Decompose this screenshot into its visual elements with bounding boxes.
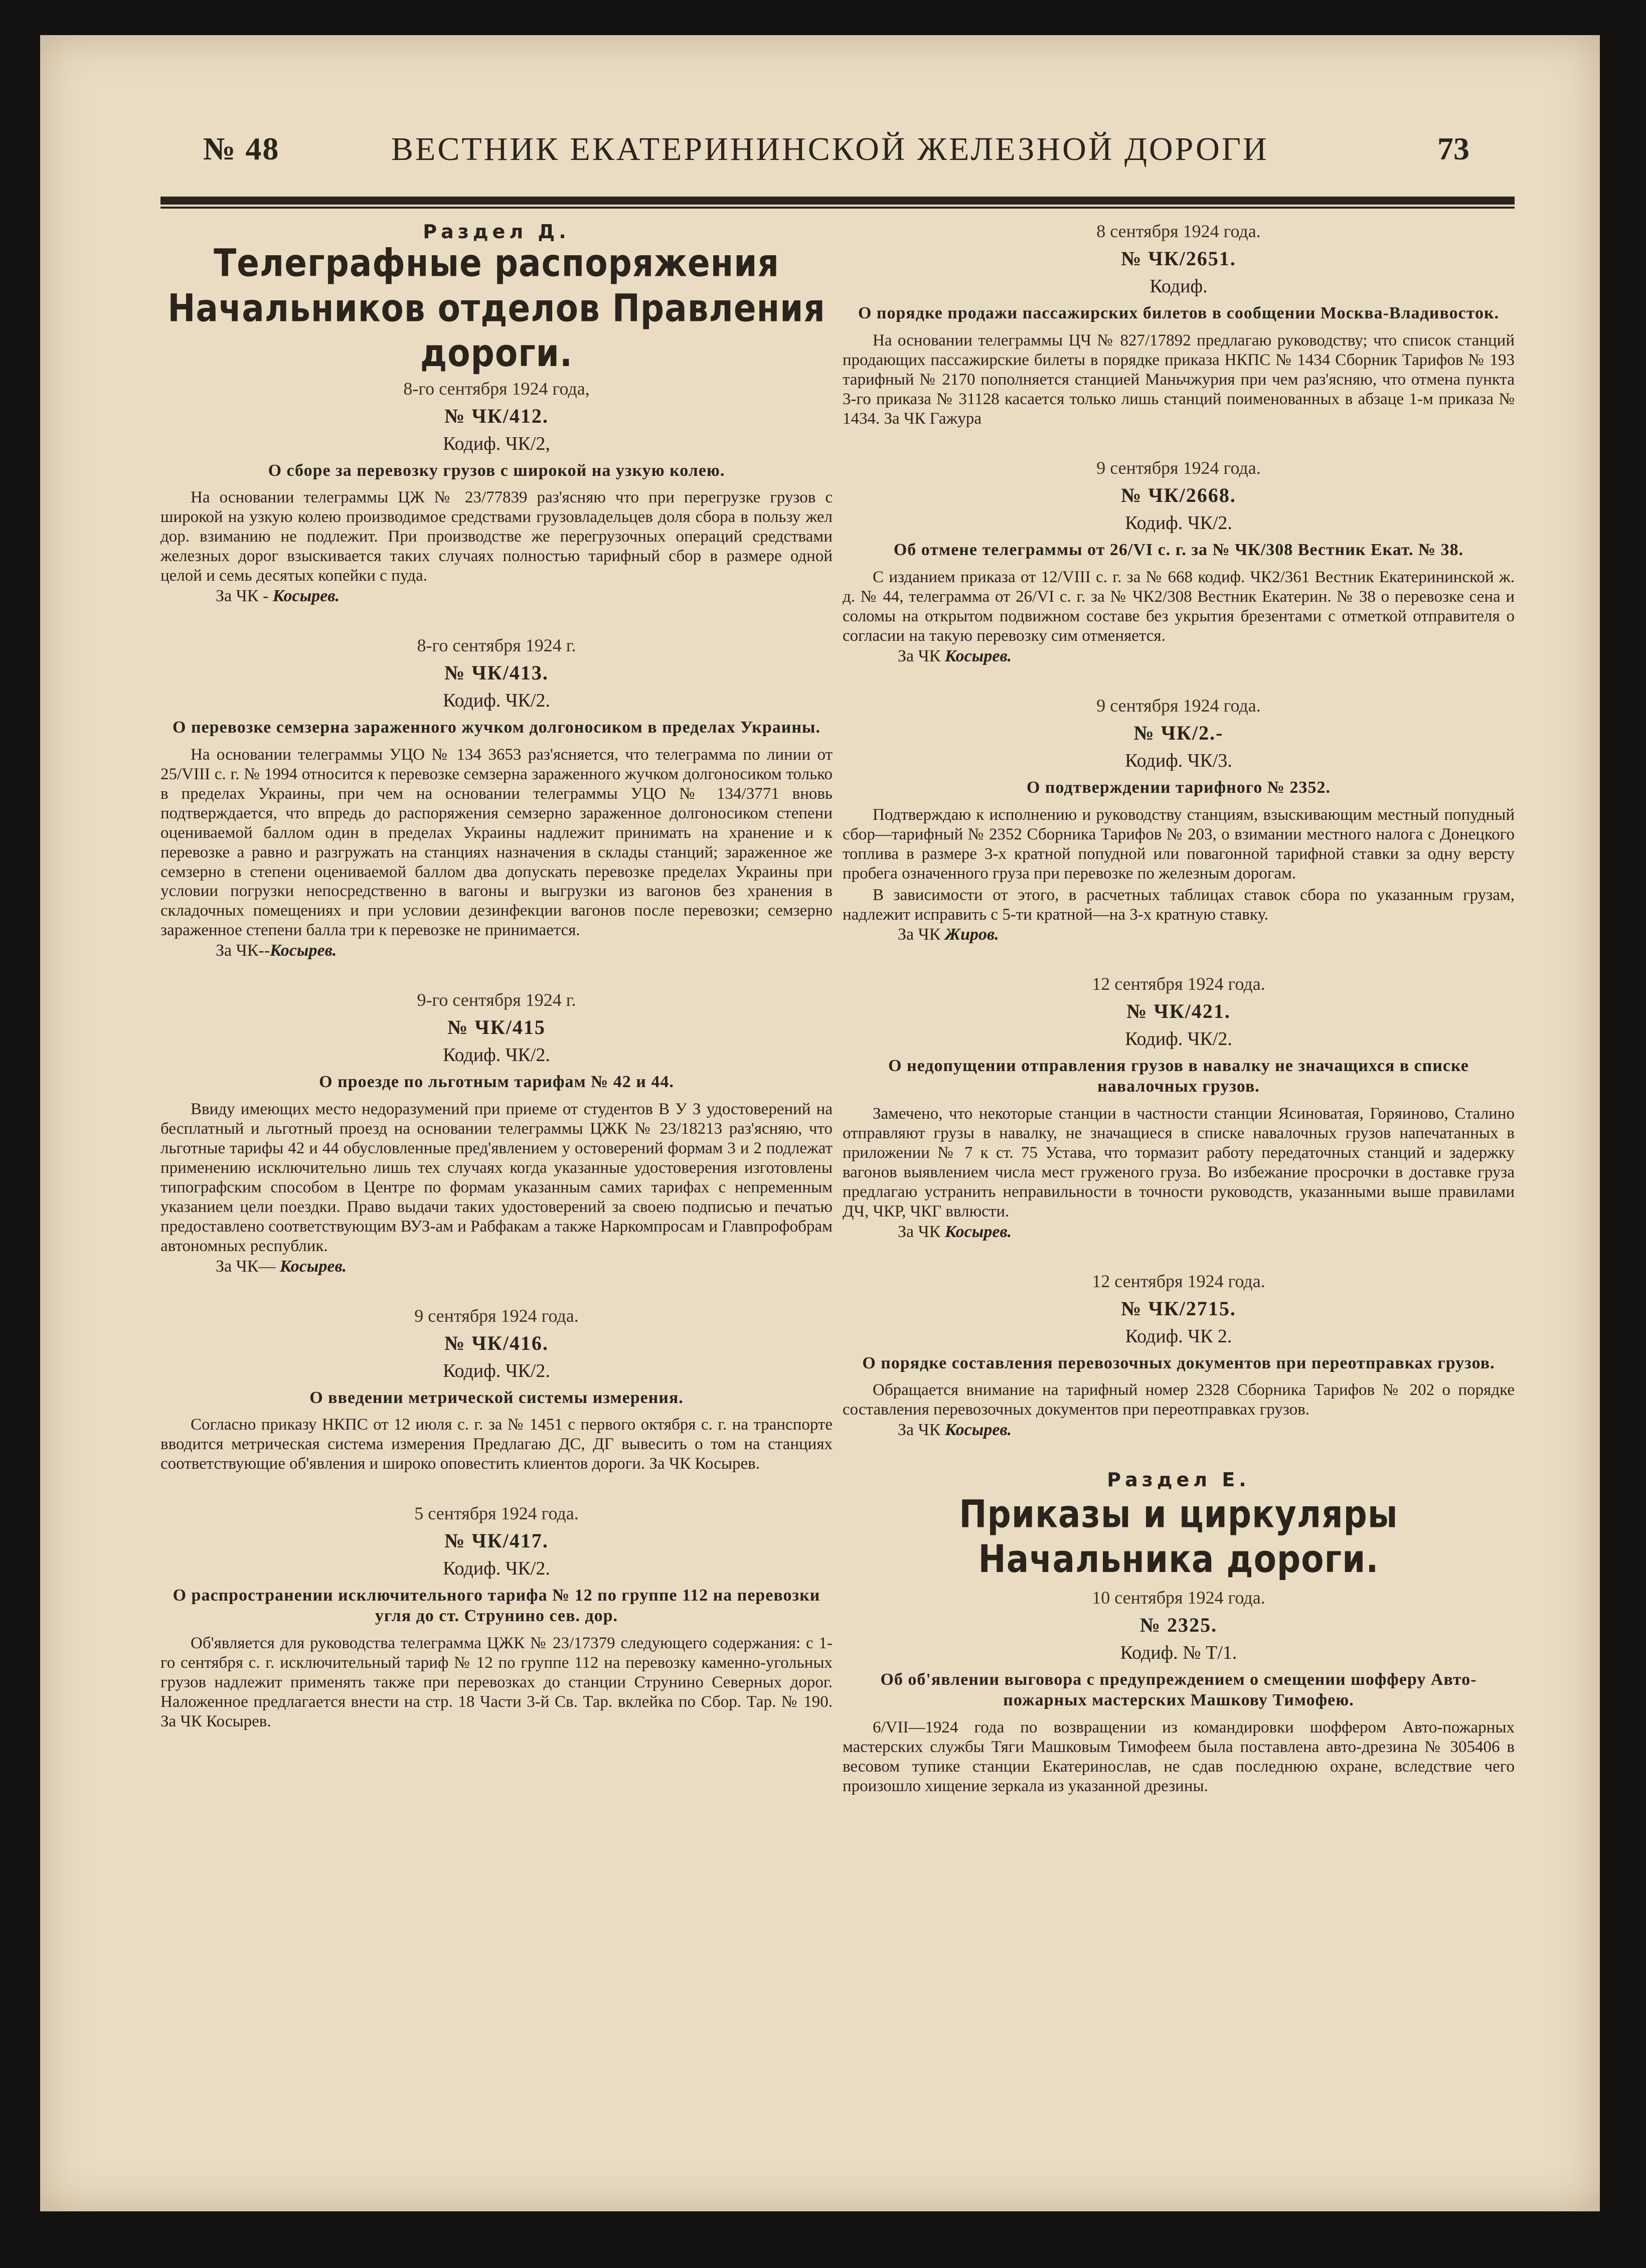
order-kodif: Кодиф. ЧК/2. bbox=[443, 1558, 550, 1580]
signature-name: Косырев. bbox=[272, 587, 340, 606]
left-column bbox=[160, 221, 833, 1760]
order-body: С изданием приказа от 12/VIII с. г. за № 668 кодиф. ЧК2/361 Вестник Екатерининской ж. д. № 44, телеграмма от 26/VI с. г. за № ЧК2/308 Вестник Екатерин. № 38 о перевозке сена и соломы на открытом подвижном составе без укрытия брезентами с отметкой отправителя о согласии на такую перевозку сим отменяется. bbox=[843, 568, 1515, 645]
right-column bbox=[843, 221, 1515, 1825]
signature-name: Косырев. bbox=[279, 1257, 347, 1276]
order-chk-412 bbox=[160, 378, 833, 606]
order-signature bbox=[898, 647, 1515, 666]
order-body: Ввиду имеющих место недоразумений при приеме от студентов В У З удостоверений на бесплатный и льготный проезд на основании телеграммы ЦЖК № 23/18213 раз'ясняю, что льготные тарифы 42 и 44 обусловленные пред'явлением у остоверений формам 3 и 2 подлежат применению исключительно лишь тех случаях когда указанные удостоверения изготовлены типографским способом в Центре по формам указанным самих тарифах с непременным указанием цели поездки. Право выдачи таких удостоверений за своею подписью и печатью предоставлено соответствующим ВУЗ-ам и Рабфакам а также Наркомпросам и Главпрофобрам автономных республик. bbox=[160, 1100, 833, 1255]
order-body: На основании телеграммы ЦЖ № 23/77839 раз'ясняю что при перегрузке грузов с широкой на узкую колею производимое средствами грузовладельцев доля сбора в пользу жел дор. взиманию не подлежит. При производстве же перегрузочных операций средствами железных дорог взыскивается таких случаях полностью тарифный сбор в размере одной целой и семь десятых копейки с пуда. bbox=[160, 488, 833, 585]
signature-name: Косырев. bbox=[270, 941, 337, 960]
order-body: Обращается внимание на тарифный номер 2328 Сборника Тарифов № 202 о порядке составления перевозочных документов при переотправках грузов. bbox=[843, 1381, 1515, 1419]
signature-name: Косырев. bbox=[944, 1421, 1012, 1440]
page-number: 73 bbox=[1437, 131, 1469, 166]
order-number: № ЧК/2.- bbox=[1133, 722, 1224, 745]
section-title-e: Приказы и циркуляры Начальника дороги. bbox=[959, 1492, 1398, 1582]
signature-name: Косырев. bbox=[944, 647, 1012, 666]
order-date: 8-го сентября 1924 года, bbox=[403, 378, 590, 399]
order-date: 10 сентября 1924 года. bbox=[1092, 1588, 1265, 1608]
signature-name: Косырев. bbox=[944, 1222, 1012, 1241]
order-kodif: Кодиф. ЧК/2. bbox=[443, 1360, 550, 1381]
order-body: На основании телеграммы ЦЧ № 827/17892 предлагаю руководству; что список станций продающих пассажирские билеты в порядке приказа НКПС № 1434 Сборник Тарифов № 193 тарифный № 2170 пополняется станцией Маньчжурия при чем раз'ясняю, что отмена пункта 3-го приказа № 31128 касается только лишь станций поименованных в абзаце 1-м приказа № 1434. За ЧК Гажура bbox=[843, 331, 1515, 428]
order-number: № ЧК/417. bbox=[444, 1529, 549, 1552]
signature-prefix: За ЧК bbox=[898, 1421, 941, 1440]
section-label-e: Раздел Е. bbox=[1107, 1469, 1250, 1491]
order-date: 9 сентября 1924 года. bbox=[1096, 458, 1261, 478]
order-subject: О порядке продажи пассажирских билетов в сообщении Москва-Владивосток. bbox=[858, 304, 1500, 322]
order-kodif: Кодиф. ЧК/3. bbox=[1125, 750, 1232, 772]
order-signature bbox=[898, 925, 1515, 944]
order-subject: Об об'явлении выговора с предупреждением о смещении шофферу Авто-пожарных мастерских Машкову Тимофею. bbox=[880, 1670, 1477, 1709]
order-signature bbox=[216, 1257, 833, 1276]
order-kodif: Кодиф. bbox=[1149, 276, 1208, 297]
header-rule-thin bbox=[160, 207, 1515, 209]
signature-name: Жиров. bbox=[944, 925, 999, 944]
order-body: 6/VII—1924 года по возвращении из командировки шоффером Авто-пожарных мастерских службы Тяги Машковым Тимофеем была поставлена авто-дрезина № 305406 в весовом тупике станции Екатеринослав, не сдав последнюю охране, вследствие чего произошло хищение зеркала из указанной дрезины. bbox=[843, 1718, 1515, 1795]
order-subject: О введении метрической системы измерения. bbox=[309, 1388, 684, 1407]
order-number: № ЧК/2668. bbox=[1121, 484, 1236, 507]
order-date: 12 сентября 1924 года. bbox=[1092, 1271, 1265, 1291]
order-signature bbox=[898, 1223, 1515, 1242]
order-signature bbox=[216, 587, 833, 606]
order-number: № ЧК/416. bbox=[444, 1331, 549, 1354]
order-kodif: Кодиф. ЧК 2. bbox=[1125, 1325, 1232, 1347]
order-date: 9 сентября 1924 года. bbox=[414, 1305, 579, 1326]
order-body: Замечено, что некоторые станции в частности станции Ясиноватая, Горяиново, Сталино отправляют грузы в навалку, не значащиеся в списке навалочных грузов напечатанных в приложении № 7 к ст. 75 Устава, что тормазит работу передаточных станций и задержку вагонов выявлением числа мест груженого груза. Во избежание просрочки в доставке груза предлагаю устранить неправильности в точности руководств, указанными выше правилами ДЧ, ЧКР, ЧКГ ввлюсти. bbox=[843, 1105, 1515, 1220]
section-title-d: Телеграфные распоряжения Начальников отделов Правления дороги. bbox=[168, 241, 826, 376]
signature-prefix: За ЧК— bbox=[216, 1257, 276, 1276]
order-date: 9 сентября 1924 года. bbox=[1096, 695, 1261, 716]
signature-prefix: За ЧК bbox=[898, 1222, 941, 1241]
order-kodif: Кодиф. № Т/1. bbox=[1120, 1642, 1237, 1664]
order-body: На основании телеграммы УЦО № 134 3653 раз'ясняется, что телеграмма по линии от 25/VIII с. г. № 1994 относится к перевозке семзерна зараженного жучком долгоносиком только в пределах Украины, при чем на основании телеграммы УЦО № 134/3771 вновь подтверждается, что впредь до распоряжения семзерно зараженное долгоносиком степени оцениваемой баллом один в пределах Украины надлежит принимать на хранение и к перевозке а равно и разгружать на станциях назначения в склады станций; зараженное же семзерно в степени оцениваемой баллом два допускать перевозке пределах Украины при условии погрузки непосредственно в вагоны и выгрузки из вагонов без хранения в складочных помещениях и при условии дезинфекции вагонов после перевозки; семзерно зараженное степени балла три к перевозке не принимается. bbox=[160, 745, 833, 940]
order-number: № ЧК/415 bbox=[447, 1016, 546, 1039]
order-chk-2 bbox=[843, 695, 1515, 944]
order-signature bbox=[216, 941, 833, 960]
order-number: № 2325. bbox=[1139, 1614, 1218, 1637]
signature-prefix: За ЧК-- bbox=[216, 941, 270, 960]
order-body: Подтверждаю к исполнению и руководству станциям, взыскивающим местный попудный сбор—тарифный № 2352 Сборника Тарифов № 203, о взимании местного налога с Донецкого топлива в размере 3-х кратной попудной или повагонной тарифной ставки за одну версту пробега означенного груза при перевозке по железным дорогам. bbox=[843, 805, 1515, 883]
order-kodif: Кодиф. ЧК/2. bbox=[443, 690, 550, 712]
order-subject: О сборе за перевозку грузов с широкой на узкую колею. bbox=[268, 461, 725, 480]
issue-number: № 48 bbox=[203, 131, 280, 166]
order-chk-2668 bbox=[843, 457, 1515, 666]
order-date: 8-го сентября 1924 г. bbox=[417, 635, 576, 656]
order-kodif: Кодиф. ЧК/2. bbox=[1125, 1028, 1232, 1050]
order-body-2: В зависимости от этого, в расчетных таблицах ставок сбора по указанным грузам, надлежит исправить с 5-ти кратной—на 3-х кратную ставку. bbox=[843, 886, 1515, 924]
order-number: № ЧК/421. bbox=[1126, 1000, 1231, 1023]
order-subject: О проезде по льготным тарифам № 42 и 44. bbox=[319, 1073, 674, 1092]
order-date: 9-го сентября 1924 г. bbox=[417, 990, 576, 1010]
order-chk-421 bbox=[843, 973, 1515, 1241]
order-subject: Об отмене телеграммы от 26/VI с. г. за № ЧК/308 Вестник Екат. № 38. bbox=[893, 541, 1464, 560]
order-date: 5 сентября 1924 года. bbox=[414, 1503, 579, 1524]
section-label-d: Раздел Д. bbox=[423, 221, 570, 243]
order-chk-417 bbox=[160, 1503, 833, 1731]
signature-prefix: За ЧК - bbox=[216, 587, 269, 606]
order-chk-415 bbox=[160, 989, 833, 1276]
header-rule bbox=[160, 197, 1515, 205]
order-chk-2715 bbox=[843, 1271, 1515, 1440]
order-number: № ЧК/2651. bbox=[1121, 247, 1236, 270]
order-kodif: Кодиф. ЧК/2. bbox=[1125, 512, 1232, 534]
order-chk-416 bbox=[160, 1305, 833, 1474]
order-chk-2651 bbox=[843, 221, 1515, 428]
publication-title: ВЕСТНИК ЕКАТЕРИНИНСКОЙ ЖЕЛЕЗНОЙ ДОРОГИ bbox=[391, 131, 1269, 167]
order-number: № ЧК/412. bbox=[444, 404, 549, 427]
order-date: 8 сентября 1924 года. bbox=[1096, 221, 1261, 241]
order-subject: О перевозке семзерна зараженного жучком долгоносиком в пределах Украины. bbox=[173, 718, 820, 737]
order-subject: О недопущении отправления грузов в навалку не значащихся в списке навалочных грузов. bbox=[888, 1057, 1469, 1096]
page-header bbox=[125, 125, 1500, 181]
order-subject: О порядке составления перевозочных документов при переотправках грузов. bbox=[862, 1353, 1495, 1372]
order-signature bbox=[898, 1421, 1515, 1440]
order-chk-413 bbox=[160, 635, 833, 960]
order-body: Согласно приказу НКПС от 12 июля с. г. за № 1451 с первого октября с. г. на транспорте вводится метрическая система измерения Предлагаю ДС, ДГ вывесить о том на станциях соответствующие об'явления и широко оповестить клиентов дороги. За ЧК Косырев. bbox=[160, 1416, 833, 1473]
order-number: № ЧК/2715. bbox=[1121, 1297, 1236, 1320]
order-kodif: Кодиф. ЧК/2. bbox=[443, 1044, 550, 1066]
signature-prefix: За ЧК bbox=[898, 647, 941, 666]
newspaper-page bbox=[40, 35, 1600, 2211]
order-subject: О распространении исключительного тарифа № 12 по группе 112 на перевозки угля до ст. Струнино сев. дор. bbox=[173, 1586, 820, 1625]
order-date: 12 сентября 1924 года. bbox=[1092, 974, 1265, 994]
order-number: № ЧК/413. bbox=[444, 661, 549, 684]
order-2325 bbox=[843, 1587, 1515, 1796]
signature-prefix: За ЧК bbox=[898, 925, 941, 944]
order-body: Об'является для руководства телеграмма ЦЖК № 23/17379 следующего содержания: с 1-го сентября с. г. исключительный тариф № 12 по группе 112 на перевозку каменно-угольных грузов надлежит применять также при перевозках до станции Струнино Северных дорог. Наложенное предлагается внести на стр. 18 Части 3-й Св. Тар. вклейка по Сбор. Тар. № 190. За ЧК Косырев. bbox=[160, 1634, 833, 1730]
order-subject: О подтверждении тарифного № 2352. bbox=[1026, 778, 1331, 797]
order-kodif: Кодиф. ЧК/2, bbox=[443, 433, 550, 454]
